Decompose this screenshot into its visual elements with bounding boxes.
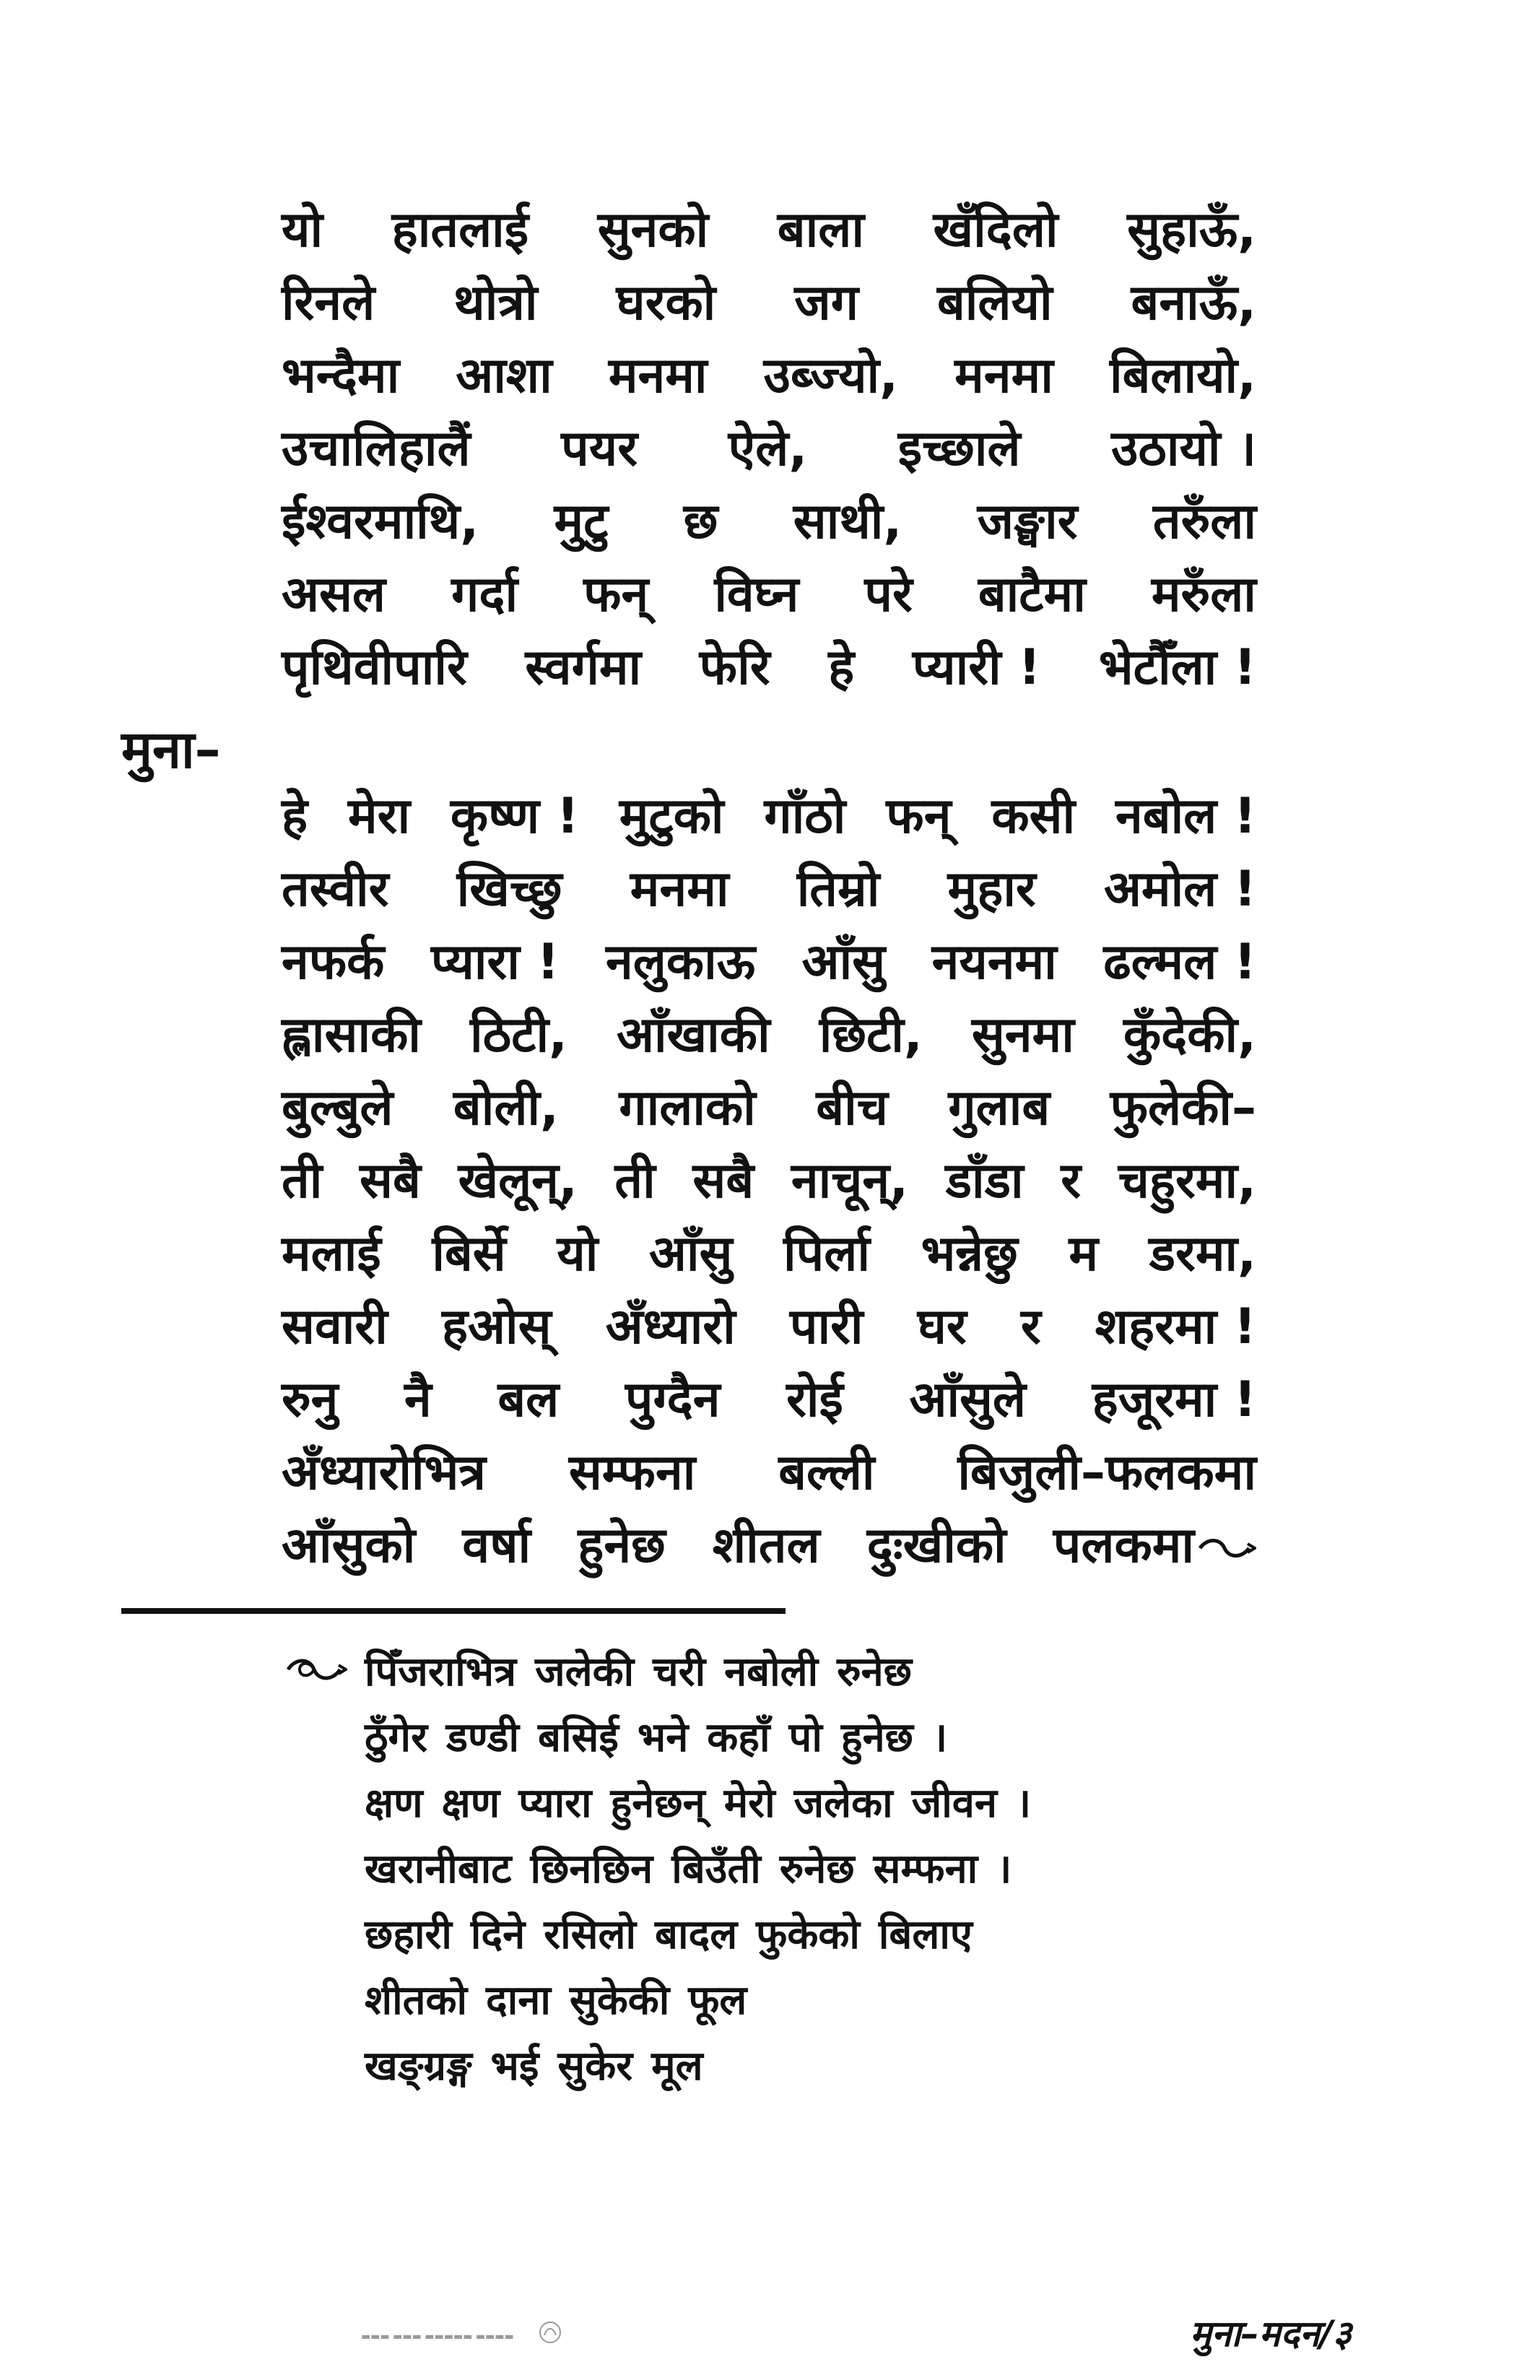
verse-word: वर्षा (462, 1517, 531, 1574)
verse-word: बोली, (453, 1080, 559, 1137)
stanza-two (282, 780, 1256, 1582)
verse-word: ईश्वरमाथि, (282, 493, 479, 550)
speaker-label: मुना– (121, 719, 221, 780)
verse-word: फूल (688, 1977, 747, 2024)
footnote-line (365, 1902, 1159, 1968)
verse-word: हुनेछन् (610, 1780, 705, 1827)
verse-word: बाटैमा (978, 566, 1086, 623)
verse-word: साथी, (793, 493, 902, 550)
verse-word: थोत्रो (453, 274, 538, 331)
verse-word: रुनु (282, 1371, 339, 1428)
footnote-endmark-icon (1197, 1535, 1256, 1561)
verse-word: ढल्मल ! (1103, 934, 1256, 991)
verse-word: मेरा (347, 788, 411, 845)
verse-word: दाना (486, 1977, 551, 2024)
footnote-line (365, 2033, 1159, 2099)
verse-word: सुनको (597, 201, 709, 259)
verse-word: छिटी, (819, 1007, 923, 1064)
verse-word: तरुँला (1152, 493, 1256, 550)
verse-word: बिलायो, (1109, 347, 1256, 404)
footnote-line (365, 1836, 1159, 1902)
verse-word: पिँजराभित्र (365, 1649, 517, 1695)
verse-word: नबोल ! (1115, 788, 1256, 845)
verse-line (282, 1290, 1256, 1363)
verse-word: हे (828, 639, 855, 696)
verse-word: मुहार (947, 861, 1036, 918)
verse-word: बल्ली (778, 1444, 875, 1501)
verse-line (282, 339, 1256, 412)
verse-word: सवारी (282, 1298, 388, 1355)
verse-word: तिम्रो (796, 861, 880, 918)
verse-word: छ (683, 493, 718, 550)
verse-word: शीतको (365, 1977, 468, 2024)
verse-word: गुलाब (948, 1080, 1050, 1137)
verse-word: पृथिवीपारि (282, 639, 467, 696)
verse-word: ती (282, 1152, 323, 1209)
verse-word: फुकेको (756, 1911, 860, 1958)
stamp-logo-icon (536, 2318, 565, 2347)
verse-word: कुँदेकी, (1123, 1007, 1256, 1064)
verse-word: पिर्ला (783, 1225, 870, 1282)
verse-word: नाचून्, (791, 1152, 908, 1209)
verse-word: ह्लासाकी (282, 1007, 421, 1064)
footnote-line (365, 1639, 1159, 1705)
verse-word: मूल (651, 2043, 703, 2090)
verse-word: । (996, 1846, 1012, 1893)
verse-word: मुटुको (619, 788, 724, 845)
verse-line (282, 1363, 1256, 1436)
verse-word: मलाई (282, 1225, 381, 1282)
verse-line (282, 266, 1256, 339)
verse-word: हे (282, 788, 308, 845)
verse-word: सबै (692, 1152, 754, 1209)
verse-word: आँसुको (282, 1517, 416, 1574)
verse-word: प्यारा (518, 1780, 592, 1827)
verse-word: गाँठो (764, 788, 846, 845)
verse-word: शहरमा ! (1095, 1298, 1256, 1355)
verse-word: खरानीबाट (365, 1846, 512, 1893)
verse-line (282, 999, 1256, 1072)
verse-word: छहारी (365, 1911, 452, 1958)
verse-word: दिने (470, 1911, 526, 1958)
verse-word: पारी (789, 1298, 863, 1355)
footnote-line (365, 1968, 1159, 2033)
verse-word: सबै (360, 1152, 421, 1209)
verse-word: सुहाऊँ, (1127, 201, 1256, 259)
verse-word: गर्दा (451, 566, 518, 623)
verse-word: रिनले (282, 274, 375, 331)
verse-word: भन्दैमा (282, 347, 400, 404)
verse-word: नफर्क (282, 934, 385, 991)
verse-word: शीतल (712, 1517, 820, 1574)
verse-word: मनमा (954, 347, 1053, 404)
footnote-verse (365, 1639, 1159, 2099)
verse-line (282, 1217, 1256, 1290)
verse-word: भेटौँला ! (1098, 639, 1256, 696)
verse-word: जग (794, 274, 858, 331)
verse-word: डाँडा (945, 1152, 1024, 1209)
verse-word: चरी (653, 1649, 706, 1695)
verse-word: तस्वीर (282, 861, 389, 918)
verse-word: मनमा (608, 347, 708, 404)
verse-word: स्वर्गमा (525, 639, 642, 696)
verse-line (282, 1509, 1256, 1582)
verse-word: । (1015, 1780, 1032, 1827)
verse-word: म (1069, 1225, 1099, 1282)
verse-word: रोई (786, 1371, 843, 1428)
verse-word: फुलेकी– (1110, 1080, 1256, 1137)
verse-word: हुनेछ (578, 1517, 666, 1574)
verse-word: घरको (616, 274, 716, 331)
verse-word: बल (497, 1371, 560, 1428)
verse-line (282, 412, 1256, 485)
verse-line (282, 194, 1256, 266)
verse-word: दुःखीको (866, 1517, 1006, 1574)
verse-word: अँध्यारो (605, 1298, 736, 1355)
verse-word: ती (614, 1152, 656, 1209)
verse-word: ठिटी, (470, 1007, 567, 1064)
verse-word: हातलाई (391, 201, 529, 259)
verse-word: जलेकी (535, 1649, 635, 1695)
verse-word: र (1061, 1152, 1082, 1209)
verse-word: मनमा (630, 861, 729, 918)
verse-word: र (1020, 1298, 1041, 1355)
verse-word: हओस् (441, 1298, 552, 1355)
verse-word: छिनछिन (530, 1846, 653, 1893)
verse-word: सुनमा (971, 1007, 1074, 1064)
verse-word: जलेका (793, 1780, 893, 1827)
verse-word: रुनेछ (779, 1846, 855, 1893)
verse-word: मुटु (554, 493, 609, 550)
verse-word: फन् (886, 788, 952, 845)
verse-word: मरुँला (1151, 566, 1256, 623)
verse-word: बनाऊँ, (1131, 274, 1256, 331)
verse-line (282, 485, 1256, 558)
verse-line (282, 780, 1256, 853)
verse-word: भने (637, 1714, 689, 1761)
verse-word: रसिलो (544, 1911, 636, 1958)
verse-word: नयनमा (931, 934, 1057, 991)
footnote-line (365, 1771, 1159, 1836)
verse-word: यो (557, 1225, 599, 1282)
footnote-line (365, 1705, 1159, 1771)
verse-line (282, 853, 1256, 926)
verse-word: कृष्ण ! (450, 788, 579, 845)
verse-word: । (931, 1714, 948, 1761)
verse-word: रुनेछ (837, 1649, 912, 1695)
verse-word: नै (404, 1371, 432, 1428)
verse-word: पलकमा (1053, 1517, 1194, 1574)
verse-word: नलुकाऊ (606, 934, 756, 991)
verse-word: चहुरमा, (1118, 1152, 1256, 1209)
verse-word: प्यारी ! (912, 639, 1041, 696)
verse-word: जीवन (911, 1780, 997, 1827)
verse-word: आँसुले (909, 1371, 1027, 1428)
verse-word: कहाँ (707, 1714, 770, 1761)
verse-word: डण्डी (445, 1714, 519, 1761)
library-stamp: ▬▬▬ ▬▬▬ ▬▬▬▬▬ ▬▬▬▬ (361, 2331, 514, 2342)
verse-word: बिजुली–फलकमा (957, 1444, 1256, 1501)
stanza-one (282, 194, 1256, 704)
verse-word: जङ्घार (977, 493, 1078, 550)
verse-word: बादल (654, 1911, 738, 1958)
verse-word-with-mark (1053, 1509, 1256, 1582)
verse-word: विघ्न (714, 566, 799, 623)
verse-word: आँसु (649, 1225, 733, 1282)
verse-word: मेरो (723, 1780, 775, 1827)
verse-word: फेरि (699, 639, 770, 696)
verse-line (282, 558, 1256, 631)
verse-word: डरमा, (1149, 1225, 1256, 1282)
verse-word: क्षण (441, 1780, 500, 1827)
verse-word: खिच्छु (456, 861, 562, 918)
verse-word: परे (864, 566, 913, 623)
verse-word: उठायो । (1111, 420, 1256, 477)
page-reference: मुना–मदन/३ (1190, 2313, 1352, 2355)
verse-word: बिर्से (432, 1225, 506, 1282)
verse-word: सुकेकी (569, 1977, 670, 2024)
verse-word: नबोली (724, 1649, 819, 1695)
verse-word: उचालिहालैं (282, 420, 471, 477)
verse-line (282, 1145, 1256, 1217)
verse-line (282, 631, 1256, 704)
verse-word: खङ्ग्रङ्ग (365, 2043, 472, 2090)
footnote-mark-icon (285, 1655, 347, 1684)
verse-word: पुग्दैन (625, 1371, 721, 1428)
verse-word: इच्छाले (897, 420, 1021, 477)
verse-line (282, 1072, 1256, 1145)
verse-word: पयर (561, 420, 638, 477)
verse-word: अमोल ! (1103, 861, 1256, 918)
verse-word: हजूरमा ! (1092, 1371, 1256, 1428)
verse-word: असल (282, 566, 386, 623)
verse-word: अँध्यारोभित्र (282, 1444, 486, 1501)
verse-word: बीच (816, 1080, 888, 1137)
verse-word: आँखाकी (617, 1007, 770, 1064)
verse-word: बाला (777, 201, 864, 259)
verse-word: बुल्बुले (282, 1080, 393, 1137)
verse-word: ऐले, (728, 420, 808, 477)
verse-word: फन् (583, 566, 649, 623)
verse-word: ठुँगेर (365, 1714, 427, 1761)
verse-word: घर (917, 1298, 967, 1355)
verse-word: क्षण (365, 1780, 423, 1827)
verse-word: सम्फना (873, 1846, 978, 1893)
verse-word: भन्नेछु (921, 1225, 1018, 1282)
verse-line (282, 926, 1256, 999)
verse-word: आँसु (801, 934, 886, 991)
verse-word: सुकेर (557, 2043, 633, 2090)
verse-word: बिउँती (671, 1846, 761, 1893)
verse-word: बिलाए (878, 1911, 973, 1958)
verse-word: प्यारा ! (430, 934, 560, 991)
verse-word: खँदिलो (933, 201, 1058, 259)
verse-word: सम्फना (568, 1444, 696, 1501)
verse-word: भई (490, 2043, 539, 2090)
verse-word: पो (788, 1714, 822, 1761)
verse-word: उब्ज्यो, (763, 347, 898, 404)
verse-line (282, 1436, 1256, 1509)
verse-word: बलियो (936, 274, 1053, 331)
verse-word: गालाको (619, 1080, 756, 1137)
footnote-rule (121, 1608, 786, 1614)
verse-word: बसिई (538, 1714, 619, 1761)
verse-word: कसी (991, 788, 1076, 845)
verse-word: खेलून्, (458, 1152, 578, 1209)
verse-word: आशा (456, 347, 552, 404)
verse-word: यो (282, 201, 323, 259)
verse-word: हुनेछ (840, 1714, 913, 1761)
